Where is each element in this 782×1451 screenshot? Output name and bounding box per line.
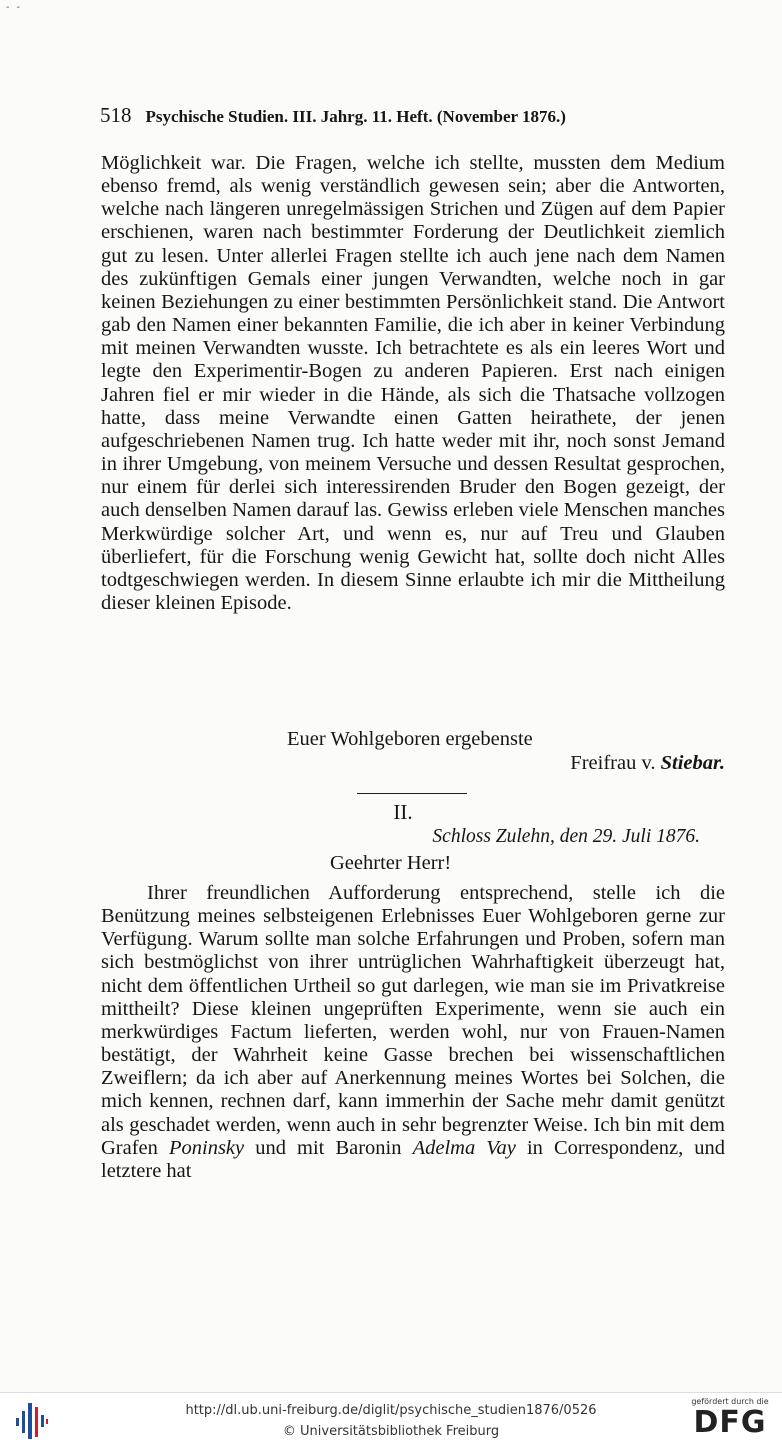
paragraph-2-part-2: und mit Baronin xyxy=(255,1136,402,1159)
viewer-footer xyxy=(0,1392,782,1451)
paragraph-2-part-1: Ihrer freundlichen Aufforderung entsprechend, stelle ich die Benützung meines selbsteigenen Erlebnisses Euer Wohlgeboren gerne zur Verfügung. Warum sollte man solche Erfahrungen und Proben, sofern man sich bestmöglichst von ihrer untrüglichen Wahrhaftigkeit überzeugt hat, nicht dem öffentlichen Urtheil so gut darlegen, wie man sie im Privatkreise mittheilt? Diese kleinen ungeprüften Experimente, wenn sie auch ein merkwürdiges Factum lieferten, werden wohl, nur von Frauen-Namen bestätigt, der Wahrheit keine Gasse brechen bei wissenschaftlichen Zweiflern; da ich aber auf Anerkennung meines Wortes bei Solchen, die mich kennen, rechnen darf, kann immerhin der Sache mehr damit genützt als geschadet werden, wenn auch in sehr begrenzter Weise. Ich bin mit dem Grafen xyxy=(101,882,725,1159)
signature xyxy=(570,752,725,775)
paragraph-1: Möglichkeit war. Die Fragen, welche ich stellte, mussten dem Medium ebenso fremd, als wenig verständlich gewesen sein; aber die Antworten, welche nach längeren unregelmässigen Strichen und Zügen auf dem Papier erschienen, waren nach bestimmter Forderung der Deutlichkeit ziemlich gut zu lesen. Unter allerlei Fragen stellte ich auch jene nach dem Namen des zukünftigen Gemals einer jungen Verwandten, welche noch in gar keinen Beziehungen zu einer bestimmten Persönlichkeit stand. Die Antwort gab den Namen einer bekannten Familie, die ich aber in keiner Verbindung mit meinen Verwandten wusste. Ich betrachtete es als ein leeres Wort und legte den Experimentir-Bogen zu anderen Papieren. Erst nach einigen Jahren fiel er mir wieder in die Hände, als sich die Thatsache vollzogen hatte, dass meine Verwandte einen Gatten heirathete, der jenen aufgeschriebenen Namen trug. Ich hatte weder mit ihr, noch sonst Jemand in ihrer Umgebung, von meinem Versuche und dessen Resultat gesprochen, nur einem für derlei sich interessirenden Bruder den Bogen gezeigt, der auch denselben Namen darauf las. Gewiss erleben viele Menschen manches Merkwürdige solcher Art, und wenn es, nur auf Treu und Glauben überliefert, für die Forschung wenig Gewicht hat, sollte doch nicht Alles todtgeschwiegen werden. In diesem Sinne erlaubte ich mir die Mittheilung dieser kleinen Episode. xyxy=(101,152,725,614)
closing-formula: Euer Wohlgeboren ergebenste xyxy=(287,728,533,750)
dateline: Schloss Zulehn, den 29. Juli 1876. xyxy=(432,826,700,847)
section-divider xyxy=(357,793,467,794)
paragraph-2-part-3: in Correspondenz, und letztere hat xyxy=(101,1136,726,1182)
name-poninsky: Poninsky xyxy=(168,1136,245,1159)
running-header xyxy=(100,103,698,131)
corner-mark: - - xyxy=(6,2,22,13)
copyright-notice: © Universitätsbibliothek Freiburg xyxy=(282,1424,500,1439)
section-number: II. xyxy=(393,800,413,824)
signature-prefix: Freifrau v. xyxy=(570,752,656,774)
running-title: Psychische Studien. III. Jahrg. 11. Heft. (November 1876.) xyxy=(145,107,566,126)
signature-name: Stiebar. xyxy=(660,752,725,774)
dfg-tagline: gefördert durch die xyxy=(691,1397,769,1406)
page-number: 518 xyxy=(100,103,132,127)
paragraph-2 xyxy=(101,882,725,1183)
document-url[interactable]: http://dl.ub.uni-freiburg.de/diglit/psychische_studien1876/0526 xyxy=(185,1403,597,1418)
name-adelma-vay: Adelma Vay xyxy=(412,1136,516,1159)
dfg-wordmark: DFG xyxy=(693,1405,767,1440)
dfg-logo xyxy=(690,1397,770,1447)
salutation: Geehrter Herr! xyxy=(330,852,452,874)
